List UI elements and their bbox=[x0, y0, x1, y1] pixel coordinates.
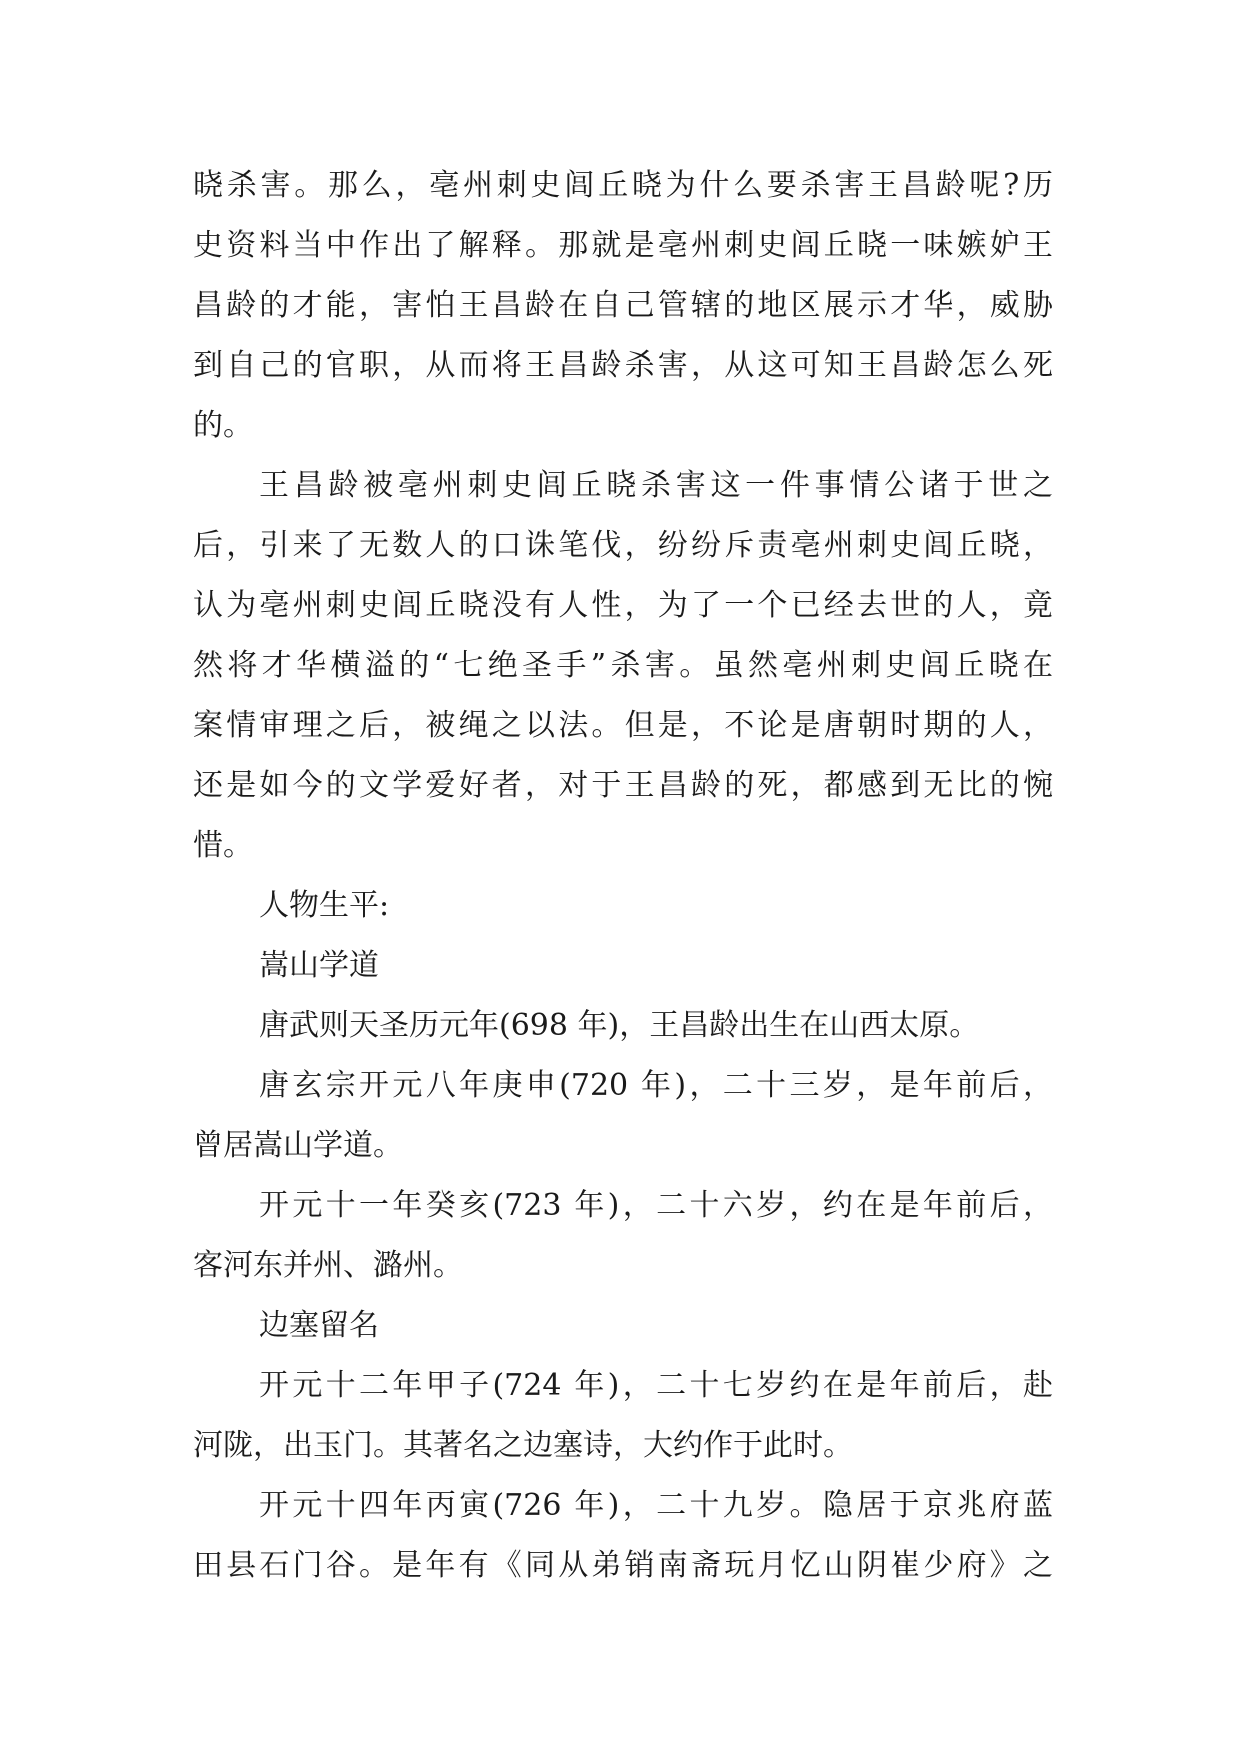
text-line: 王昌龄被亳州刺史闾丘晓杀害这一件事情公诸于世之 bbox=[259, 468, 1053, 503]
text-line: 认为亳州刺史闾丘晓没有人性，为了一个已经去世的人，竟 bbox=[193, 588, 1053, 623]
text-line: 客河东并州、潞州。 bbox=[193, 1248, 463, 1283]
text-line: 唐玄宗开元八年庚申(720 年)，二十三岁，是年前后， bbox=[259, 1068, 1053, 1103]
text-line: 河陇，出玉门。其著名之边塞诗，大约作于此时。 bbox=[193, 1428, 853, 1463]
text-line: 唐武则天圣历元年(698 年)，王昌龄出生在山西太原。 bbox=[259, 1008, 980, 1043]
text-line: 还是如今的文学爱好者，对于王昌龄的死，都感到无比的惋 bbox=[193, 768, 1053, 803]
text-line: 惜。 bbox=[193, 828, 253, 863]
section-heading: 嵩山学道 bbox=[259, 948, 379, 983]
text-line: 开元十一年癸亥(723 年)，二十六岁，约在是年前后， bbox=[259, 1188, 1053, 1223]
section-heading: 人物生平: bbox=[259, 888, 390, 923]
text-line: 开元十二年甲子(724 年)，二十七岁约在是年前后，赴 bbox=[259, 1368, 1053, 1403]
text-line: 案情审理之后，被绳之以法。但是，不论是唐朝时期的人， bbox=[193, 708, 1053, 743]
text-line: 然将才华横溢的“七绝圣手”杀害。虽然亳州刺史闾丘晓在 bbox=[193, 648, 1053, 683]
text-line: 后，引来了无数人的口诛笔伐，纷纷斥责亳州刺史闾丘晓， bbox=[193, 528, 1053, 563]
text-line: 的。 bbox=[193, 408, 253, 443]
text-line: 到自己的官职，从而将王昌龄杀害，从这可知王昌龄怎么死 bbox=[193, 348, 1053, 383]
section-heading: 边塞留名 bbox=[259, 1308, 379, 1343]
text-line: 曾居嵩山学道。 bbox=[193, 1128, 403, 1163]
text-line: 史资料当中作出了解释。那就是亳州刺史闾丘晓一味嫉妒王 bbox=[193, 228, 1053, 263]
text-line: 田县石门谷。是年有《同从弟销南斋玩月忆山阴崔少府》之 bbox=[193, 1548, 1053, 1583]
text-line: 昌龄的才能，害怕王昌龄在自己管辖的地区展示才华，威胁 bbox=[193, 288, 1053, 323]
text-line: 开元十四年丙寅(726 年)，二十九岁。隐居于京兆府蓝 bbox=[259, 1488, 1053, 1523]
text-line: 晓杀害。那么，亳州刺史闾丘晓为什么要杀害王昌龄呢?历 bbox=[193, 168, 1053, 203]
document-body bbox=[193, 156, 1053, 1596]
